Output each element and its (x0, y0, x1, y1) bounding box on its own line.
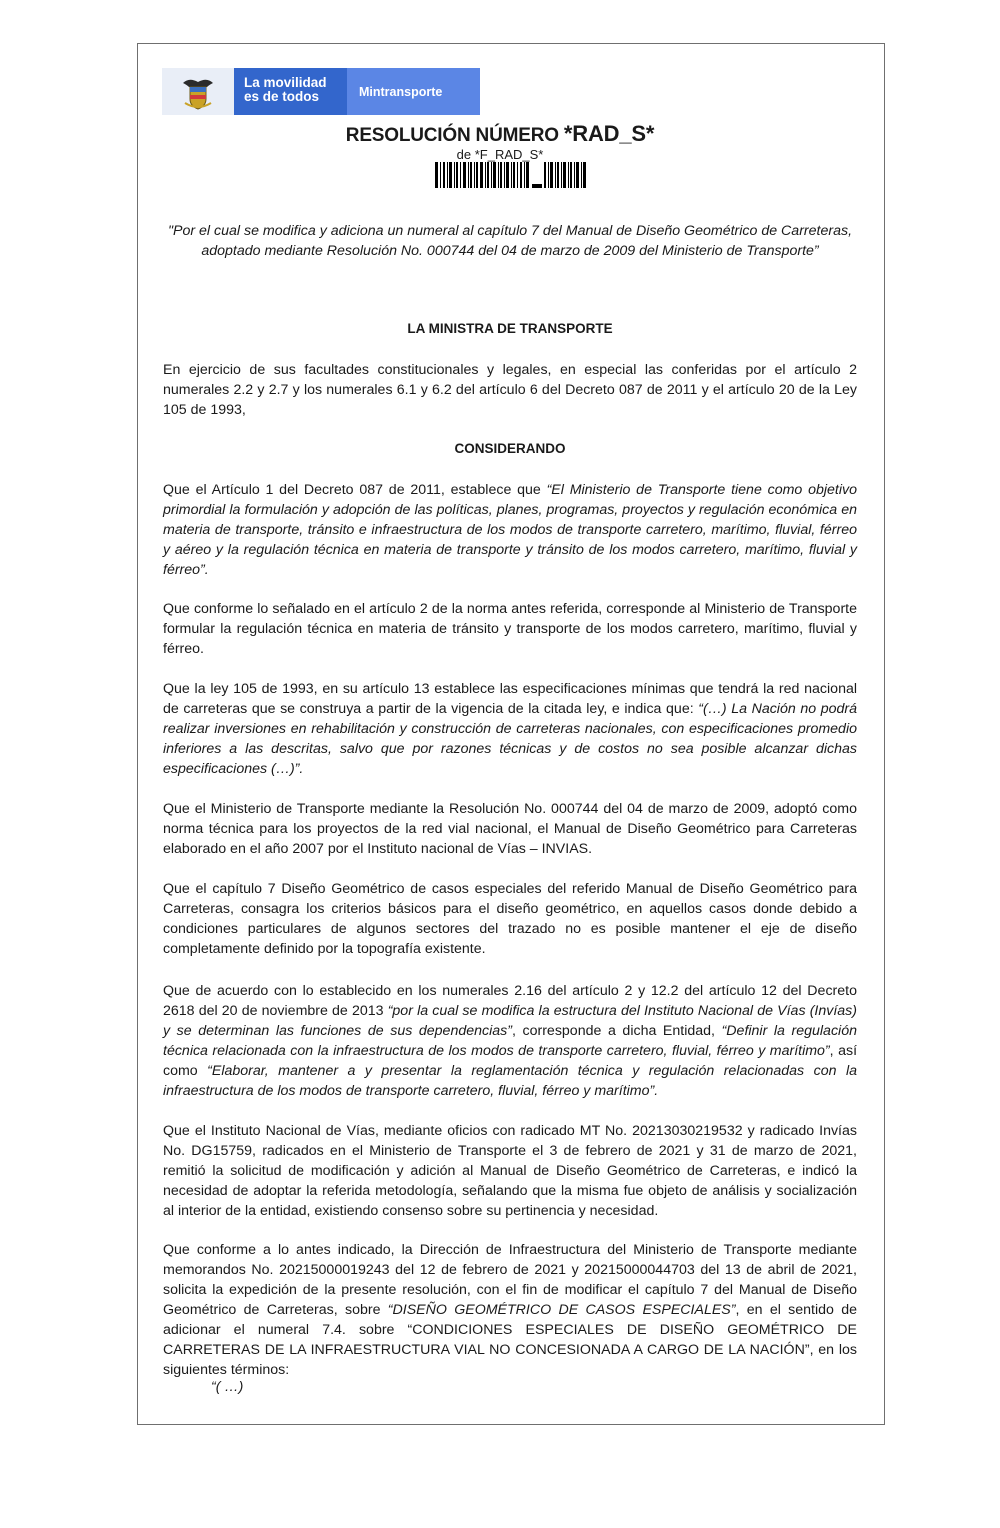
considerando-paragraph-6 (163, 981, 857, 1101)
p1-text: Que el Artículo 1 del Decreto 087 de 2011, establece que (163, 482, 547, 498)
resolution-subject: "Por el cual se modifica y adiciona un numeral al capítulo 7 del Manual de Diseño Geométrico de Carreteras, adoptado mediante Resolución No. 000744 del 04 de marzo de 2009 del Ministerio de Transporte” (167, 223, 853, 259)
considerando-paragraph-8 (163, 1240, 857, 1380)
logo-brand: Mintransporte (347, 68, 480, 115)
p8-text-c: , en el sentido de adicionar el numeral 7.4. sobre “CONDICIONES ESPECIALES DE DISEÑO GEOMÉTRICO DE CARRETERAS DE LA INFRAESTRUCTURA VIAL NO CONCESIONADA A CARGO DE LA NACIÓN”, en los siguientes términos: (163, 1302, 858, 1378)
p8-quote-b: “DISEÑO GEOMÉTRICO DE CASOS ESPECIALES” (387, 1302, 736, 1318)
barcode-icon (435, 162, 587, 193)
considerando-paragraph-5: Que el capítulo 7 Diseño Geométrico de casos especiales del referido Manual de Diseño Geométrico para Carreteras, consagra los criterios básicos para el diseño geométrico, en aquellos casos donde debido a condiciones particulares de algunos sectores del trazado no es posible mantener el eje de diseño completamente definido por la topografía existente. (163, 881, 857, 957)
authority-heading: LA MINISTRA DE TRANSPORTE (407, 321, 613, 336)
colombia-crest-icon (162, 68, 234, 115)
logo-slogan (234, 68, 347, 115)
p3-text: Que la ley 105 de 1993, en su artículo 13 establece las especificaciones mínimas que tendrá la red nacional de carreteras que se construya a partir de la vigencia de la citada ley, e indica que: (163, 681, 857, 717)
p1-quote: “El Ministerio de Transporte tiene como objetivo primordial la formulación y adopción de las políticas, planes, programas, proyectos y regulación económica en materia de transporte, tránsito e infraestructura de los modos de transporte carretero, marítimo, fluvial, férreo y aéreo y la regulación técnica en materia de transporte y tránsito de los modos carretero, marítimo, fluvial y férreo”. (163, 482, 857, 578)
considerando-paragraph-3 (163, 679, 857, 779)
resolution-label: RESOLUCIÓN NÚMERO (345, 125, 559, 146)
preamble: En ejercicio de sus facultades constitucionales y legales, en especial las conferidas por el artículo 2 numerales 2.2 y 2.7 y los numerales 6.1 y 6.2 del artículo 6 del Decreto 087 de 2011 y el artículo 20 de la Ley 105 de 1993, (163, 362, 857, 418)
p8-text-a: Que conforme a lo antes indicado, la Dirección de Infraestructura del Ministerio de Transporte mediante memorandos No. 20215000019243 del 12 de febrero de 2021 y 20215000044703 del 13 de abril de 2021, solicita la expedición de la presente resolución, con el fin de modificar el capítulo 7 del Manual de Diseño Geométrico de Carreteras, sobre (163, 1242, 857, 1318)
considerando-heading: CONSIDERANDO (454, 441, 566, 456)
logo-slogan-line1: La movilidad (244, 75, 327, 90)
resolution-number: *RAD_S* (563, 121, 655, 146)
resolution-date: de *F_RAD_S* (456, 147, 544, 162)
considerando-paragraph-7: Que el Instituto Nacional de Vías, mediante oficios con radicado MT No. 20213030219532 y radicado Invías No. DG15759, radicados en el Ministerio de Transporte el 3 de febrero de 2021 y 31 de marzo de 2021, remitió la solicitud de modificación y adición al Manual de Diseño Geométrico de Carreteras, e indicó la necesidad de adoptar la referida metodología, señalando que la misma fue objeto de análisis y socialización al interior de la entidad, existiendo consenso sobre su pertinencia y necesidad. (163, 1123, 857, 1219)
considerando-paragraph-2: Que conforme lo señalado en el artículo 2 de la norma antes referida, corresponde al Ministerio de Transporte formular la regulación técnica en materia de tránsito y transporte de los modos carretero, marítimo, fluvial y férreo. (163, 601, 857, 657)
p3-quote: “(…) La Nación no podrá realizar inversiones en rehabilitación y construcción de carreteras nacionales, con especificaciones promedio inferiores a las descritas, salvo que por razones técnicas y de costos no sea posible alcanzar dichas especificaciones (…)”. (163, 701, 857, 777)
considerando-paragraph-1 (163, 480, 857, 580)
considerando-paragraph-4: Que el Ministerio de Transporte mediante la Resolución No. 000744 del 04 de marzo de 2009, adoptó como norma técnica para los proyectos de la red vial nacional, el Manual de Diseño Geométrico para Carreteras elaborado en el año 2007 por el Instituto nacional de Vías – INVIAS. (163, 801, 857, 857)
p6-text-a: Que de acuerdo con lo establecido en los numerales 2.16 del artículo 2 y 12.2 del artículo 12 del Decreto 2618 del 20 de noviembre de 2013 (163, 983, 857, 1019)
p6-quote-b: “por la cual se modifica la estructura del Instituto Nacional de Vías (Invías) y se determinan las funciones de sus dependencias” (163, 1003, 857, 1039)
p6-quote-d: “Definir la regulación técnica relacionada con la infraestructura de los modos de transporte carretero, fluvial, férreo y marítimo” (163, 1023, 857, 1059)
p6-text-c: , corresponde a dicha Entidad, (511, 1023, 722, 1039)
p6-text-e: , así como (163, 1043, 858, 1079)
p6-quote-f: “Elaborar, mantener a y presentar la reglamentación técnica y regulación relacionadas con la infraestructura de los modos de transporte carretero, fluvial, férreo y marítimo”. (163, 1063, 857, 1099)
mintransporte-logo (162, 68, 480, 115)
logo-slogan-line2: es de todos (244, 89, 320, 104)
resolution-title (0, 121, 1000, 147)
quote-start: “( …) (211, 1379, 244, 1395)
